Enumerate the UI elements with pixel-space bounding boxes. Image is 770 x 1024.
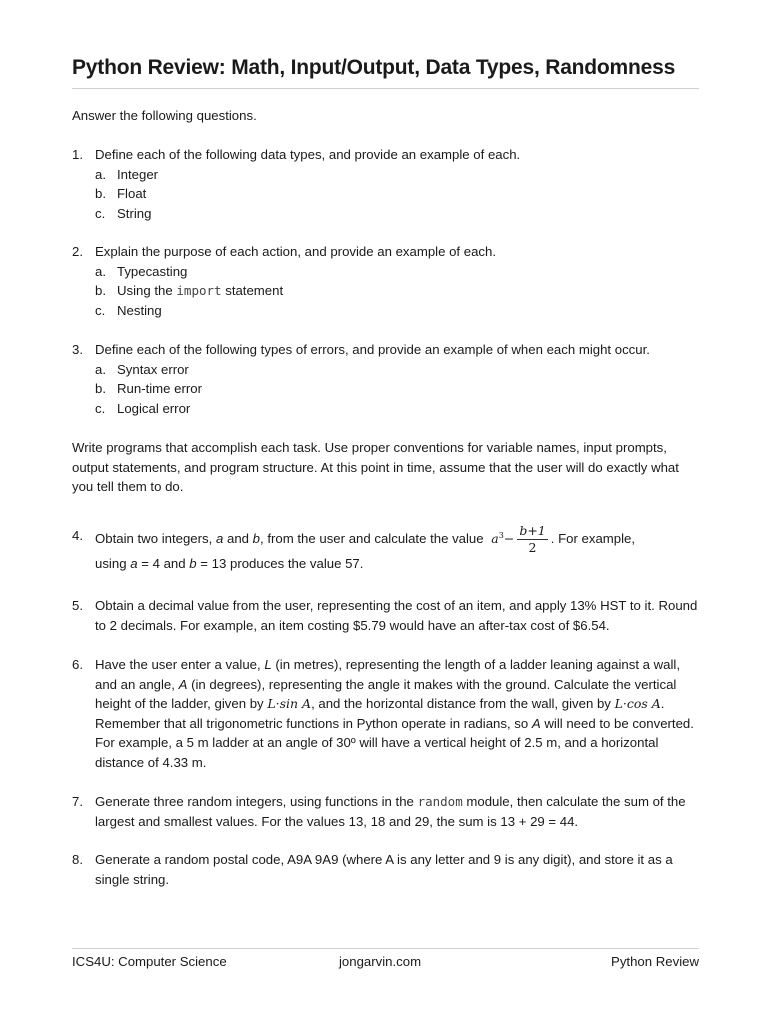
item-letter: a.	[95, 263, 106, 279]
item-text: Nesting	[117, 302, 162, 318]
formula-minus: −	[503, 531, 515, 547]
item-letter: b.	[95, 381, 106, 397]
question-text: Define each of the following data types, and provide an example of each.	[95, 147, 521, 162]
question-text: Generate a random postal code, A9A 9A9 (where A is any letter and 9 is any digit), and store it as a single string.	[95, 852, 673, 887]
question-number: 6.	[72, 657, 83, 672]
item-letter: c.	[95, 400, 106, 416]
q4-text-mid: , from the user and calculate the value	[260, 531, 484, 547]
list-item	[95, 281, 699, 301]
question-number: 4.	[72, 528, 83, 543]
question-1	[72, 145, 699, 223]
q4-text: Obtain two integers,	[95, 531, 213, 547]
inline-code: random	[417, 794, 463, 809]
list-item	[95, 204, 699, 224]
question-5	[72, 596, 699, 635]
programs-intro: Write programs that accomplish each task. Use proper conventions for variable names, input prompts, output statements, and program structure. At this point in time, assume that the user will do exactly what you tell them to do.	[72, 440, 679, 495]
question-number: 3.	[72, 342, 83, 357]
item-text: Logical error	[117, 400, 191, 416]
item-letter: a.	[95, 361, 106, 377]
question-4	[72, 517, 699, 574]
inline-code: import	[176, 283, 222, 299]
item-text: String	[117, 205, 152, 221]
sin-expression: L·sin A	[267, 696, 312, 712]
question-number: 1.	[72, 147, 83, 162]
q6-text: will need to be converted. For example, a 5 m ladder at an angle of 30º will have a vertical height of 2.5 m, and a horizontal distance of 4.33 m.	[95, 715, 694, 770]
var-a: a	[130, 556, 138, 572]
question-text: Define each of the following types of errors, and provide an example of when each might occur.	[95, 342, 650, 357]
question-text: Explain the purpose of each action, and provide an example of each.	[95, 244, 497, 259]
list-item	[95, 379, 699, 399]
q6-text: , and the horizontal distance from the wall, given by	[311, 696, 611, 712]
footer-course: ICS4U: Computer Science	[72, 954, 227, 969]
question-number: 8.	[72, 852, 83, 867]
q4-and: and	[226, 531, 249, 547]
q7-text: Generate three random integers, using functions in the	[95, 794, 414, 809]
q6-text: Have the user enter a value,	[95, 657, 261, 672]
formula	[491, 522, 550, 555]
cos-expression: L·cos A	[614, 696, 661, 712]
page-title: Python Review: Math, Input/Output, Data Types, Randomness	[72, 56, 676, 79]
item-text-post: statement	[225, 283, 284, 299]
q4-line2-post: = 13 produces the value 57.	[200, 556, 364, 572]
document-page	[72, 0, 699, 1024]
list-item	[95, 262, 699, 282]
formula-fraction	[517, 522, 547, 556]
question-number: 2.	[72, 244, 83, 259]
list-item	[95, 184, 699, 204]
list-item	[95, 165, 699, 185]
item-letter: c.	[95, 302, 106, 318]
question-6	[72, 655, 699, 773]
footer-divider	[72, 948, 699, 949]
formula-base: a	[491, 531, 499, 547]
var-a: a	[215, 531, 224, 547]
item-letter: a.	[95, 166, 106, 182]
item-letter: b.	[95, 186, 106, 202]
fraction-numerator: b+1	[519, 522, 546, 538]
list-item	[95, 399, 699, 419]
question-text: Obtain a decimal value from the user, representing the cost of an item, and apply 13% HST to it. Round to 2 decimals. For example, an item costing $5.79 would have an after-tax cost of $6.54.	[95, 598, 698, 633]
question-3	[72, 340, 699, 418]
var-A: A	[178, 676, 188, 692]
var-L: L	[264, 657, 272, 672]
q4-text-post: . For example,	[550, 531, 636, 547]
fraction-denominator: 2	[528, 539, 537, 555]
var-b: b	[252, 531, 261, 547]
var-b: b	[189, 556, 197, 572]
footer-doc-title: Python Review	[611, 954, 699, 969]
q4-line2: using	[95, 556, 127, 572]
var-A: A	[531, 715, 541, 731]
title-divider	[72, 88, 699, 89]
item-text: Integer	[117, 166, 159, 182]
q6-text: . Remember that all trigonometric functions in Python operate in radians, so	[95, 696, 665, 731]
item-text: Using the	[117, 283, 173, 299]
item-text: Run-time error	[117, 381, 203, 397]
item-letter: c.	[95, 205, 106, 221]
q7-text: module, then calculate the sum of the largest and smallest values. For the values 13, 18 and 29, the sum is 13 + 29 = 44.	[95, 794, 686, 829]
item-text: Float	[117, 186, 147, 202]
list-item	[95, 360, 699, 380]
footer-website: jongarvin.com	[339, 954, 422, 969]
question-number: 5.	[72, 598, 83, 613]
formula-exponent: 3	[498, 531, 504, 540]
item-letter: b.	[95, 283, 106, 299]
q6-text: (in degrees), representing the angle it makes with the ground. Calculate the vertical height of the ladder, given by	[95, 676, 677, 712]
question-7	[72, 792, 699, 831]
item-text: Typecasting	[117, 263, 188, 279]
question-number: 7.	[72, 794, 83, 809]
list-item	[95, 301, 699, 321]
intro-text: Answer the following questions.	[72, 108, 257, 123]
question-8	[72, 850, 699, 889]
question-2	[72, 242, 699, 320]
item-text: Syntax error	[117, 361, 189, 377]
q6-text: (in metres), representing the length of a ladder leaning against a wall, and an angle,	[95, 657, 681, 692]
q4-line2-eq: = 4 and	[141, 556, 186, 572]
